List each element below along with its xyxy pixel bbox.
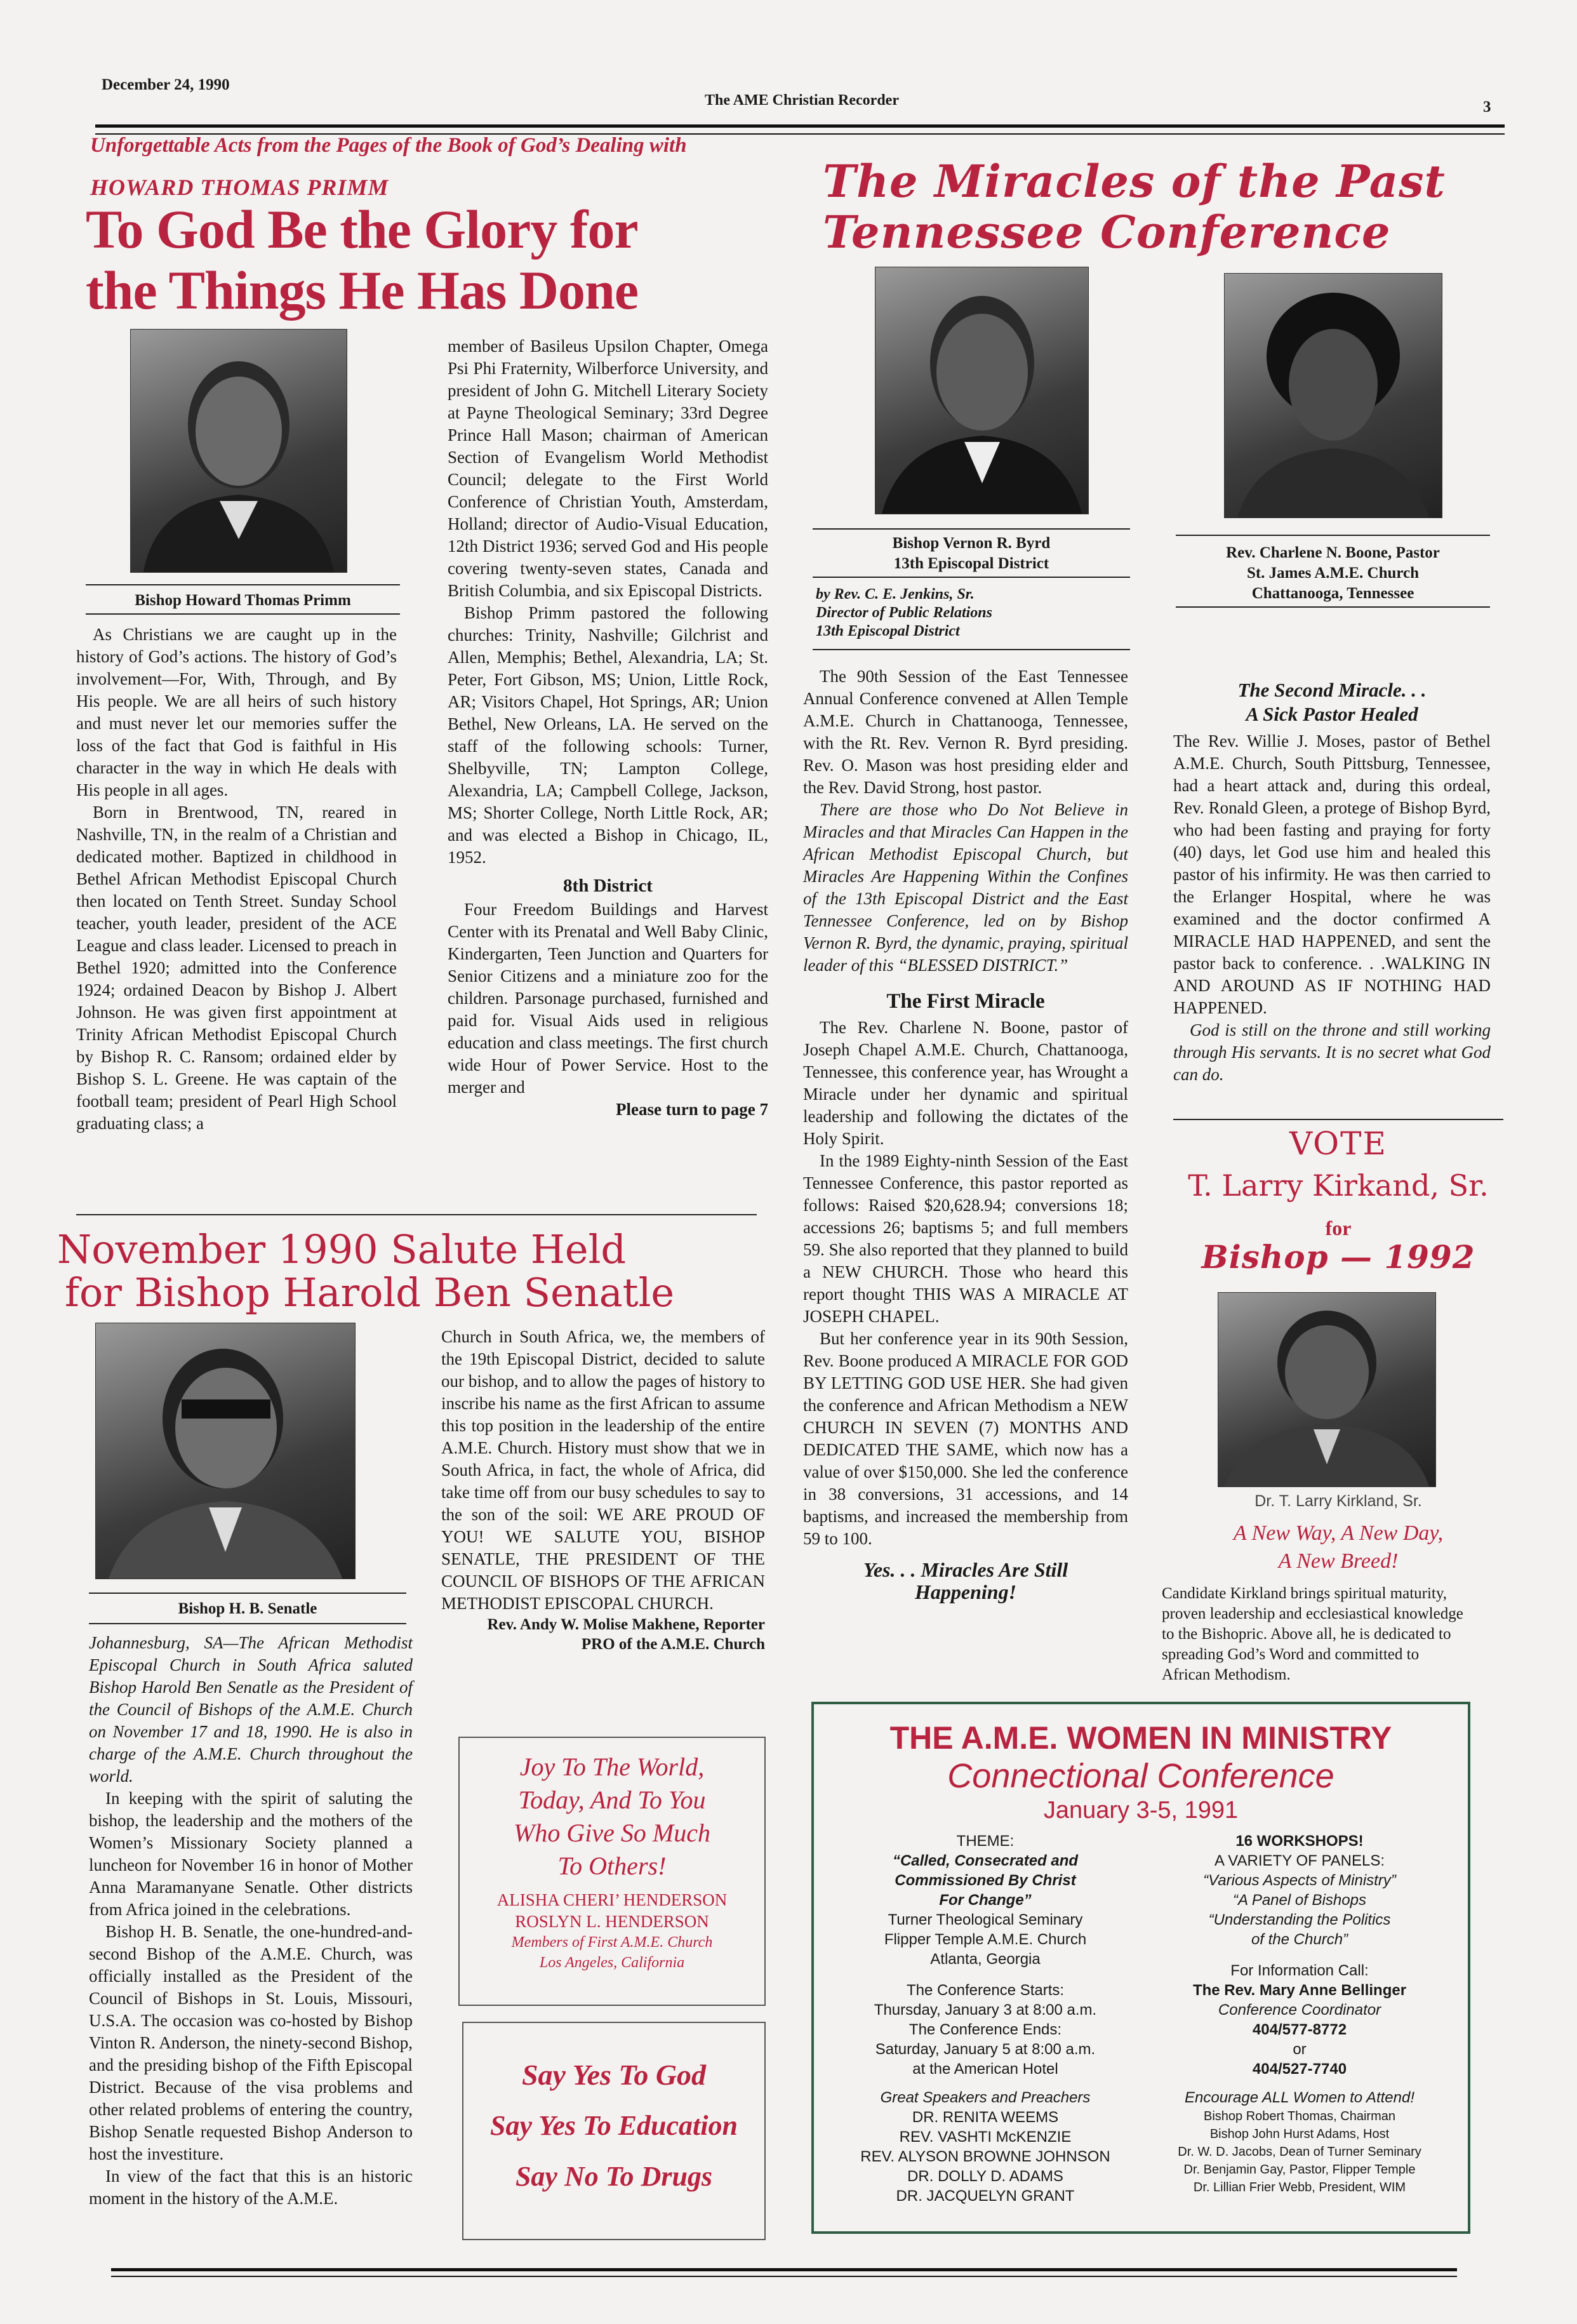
senatle-headline-line-2: for Bishop Harold Ben Senatle [65, 1269, 675, 1316]
portrait-silhouette-icon [1225, 274, 1442, 518]
byrd-caption-line-2: 13th Episcopal District [893, 555, 1049, 572]
say-yes-education: Say Yes To Education [490, 2110, 738, 2141]
panel-2: “A Panel of Bishops [1233, 1892, 1366, 1909]
senatle-paragraph-4: In view of the fact that this is an historic moment in the history of the A.M.E. [89, 2167, 413, 2208]
women-right-column [1144, 1831, 1455, 2196]
senatle-caption-rule [89, 1593, 406, 1594]
vote-description: Candidate Kirkland brings spiritual maturity, proven leadership and ecclesiastical knowledge to the Bishopric. Above all, he is dedicated to spreading God’s Word and committed to African Methodism. [1162, 1585, 1463, 1683]
primm-caption: Bishop Howard Thomas Primm [135, 592, 351, 609]
senatle-paragraph-5: Church in South Africa, we, the members of the 19th Episcopal District, decided to salute our bishop, and to allow the pages of history to inscribe his name as the first African to assume this top position in the leadership of the entire A.M.E. Church. History must show that we in South Africa, in fact, the whole of Africa, did take time off from our busy schedules to say to the son of the soil: WE ARE PROUD OF YOU! WE SALUTE YOU, BISHOP SENATLE, THE PRESIDENT OF THE COUNCIL OF BISHOPS OF THE AFRICAN METHODIST EPISCOPAL CHURCH. [441, 1327, 765, 1613]
byline-author: by Rev. C. E. Jenkins, Sr. [816, 586, 975, 603]
panels-label: A VARIETY OF PANELS: [1214, 1852, 1385, 1869]
issue-date: December 24, 1990 [102, 76, 230, 93]
primm-paragraph-3: member of Basileus Upsilon Chapter, Omega Psi Phi Fraternity, Wilberforce University, and president of John G. Mitchell Literary Society at Payne Theological Seminary; 33rd Degree Prince Hall Mason; chairman of American Section of Evangelism World Methodist Council; delegate to the First World Conference of Christian Youth, Amsterdam, Holland; director of Audio-Visual Education, 12th District 1936; served God and His people covering twenty-seven states, Canada and British Columbia, and six Episcopal Districts. [448, 337, 768, 600]
header-rule [95, 124, 1505, 128]
miracles-paragraph-5: But her conference year in its 90th Session, Rev. Boone produced A MIRACLE FOR GOD BY LETTING GOD USE HER. She had given the conference and African Methodism a NEW CHURCH IN SEVEN (7) MONTHS AND DEDICATED THE SAME, which now has a value of over $150,000. She led the conference in 38 conversions, 31 accessions, and 14 baptisms, and increased the membership from 59 to 100. [803, 1329, 1128, 1548]
speaker-3: REV. ALYSON BROWNE JOHNSON [860, 2148, 1110, 2165]
boone-caption-rule-bottom [1176, 606, 1490, 608]
speaker-1: DR. RENITA WEEMS [912, 2109, 1059, 2126]
miracles-closing-line-1: Yes. . . Miracles Are Still [863, 1558, 1068, 1581]
primm-paragraph-1: As Christians we are caught up in the history of God’s actions. The history of God’s involvement—For, With, Through, and By His people. We are all heirs of such history and must never let our memories suffer the loss of the fact that God is faithful in His character in the way in which He deals with His people in all ages. [76, 625, 397, 799]
page-number: 3 [1483, 98, 1491, 116]
primm-continued-link[interactable]: Please turn to page 7 [616, 1100, 768, 1119]
senatle-headline-line-1: November 1990 Salute Held [57, 1226, 627, 1272]
officer-2: Bishop John Hurst Adams, Host [1209, 2127, 1390, 2141]
joy-sub-2: Los Angeles, California [539, 1954, 685, 1971]
footer-rule-thin [111, 2276, 1457, 2277]
miracles-paragraph-7: God is still on the throne and still working through His servants. It is no secret what God can do. [1173, 1020, 1491, 1084]
primm-paragraph-2: Born in Brentwood, TN, reared in Nashville, TN, in the realm of a Christian and dedicated mother. Baptized in childhood in Bethel African Methodist Episcopal Church then located on Tenth Street. Sunday School teacher, youth leader, president of the ACE League and class leader. Licensed to preach in Bethel 1920; admitted into the Conference 1924; ordained Deacon by Bishop J. Albert Johnson. He was given first appointment at Trinity African Methodist Episcopal Church by Bishop R. C. Ransom; ordained elder by Bishop S. L. Greene. He was captain of the football team; president of Pearl High School graduating class; a [76, 803, 397, 1133]
byline-district: 13th Episcopal District [816, 623, 960, 639]
joy-line-1: Joy To The World, [519, 1753, 705, 1781]
senatle-reporter-1: Rev. Andy W. Molise Makhene, Reporter [487, 1616, 765, 1633]
ends-location: at the American Hotel [912, 2060, 1058, 2078]
primm-caption-rule [86, 584, 400, 585]
speaker-2: REV. VASHTI McKENZIE [899, 2128, 1072, 2146]
second-miracle-subhead-2: A Sick Pastor Healed [1246, 703, 1418, 725]
boone-caption-line-1: Rev. Charlene N. Boone, Pastor [1226, 544, 1440, 561]
boone-photo [1224, 273, 1442, 518]
theme-line-1: “Called, Consecrated and [892, 1852, 1079, 1869]
kirkland-caption: Dr. T. Larry Kirkland, Sr. [1254, 1492, 1422, 1510]
joy-name-1: ALISHA CHERI’ HENDERSON [496, 1890, 728, 1909]
miracles-paragraph-1: The 90th Session of the East Tennessee Annual Conference convened at Allen Temple A.M.E. Church in Chattanooga, Tennessee, with the Rt. Rev. Vernon R. Byrd presiding. Rev. O. Mason was host presiding elder and the Rev. David Strong, host pastor. [803, 667, 1128, 797]
vote-top-rule [1173, 1119, 1503, 1120]
primm-headline-line-2: the Things He Has Done [86, 260, 638, 321]
senatle-column-1 [89, 1632, 413, 2210]
women-left-column [827, 1831, 1144, 2206]
joy-sub-1: Members of First A.M.E. Church [511, 1934, 713, 1951]
byrd-photo [875, 267, 1089, 514]
section-divider [76, 1214, 757, 1215]
officer-3: Dr. W. D. Jacobs, Dean of Turner Seminary [1178, 2145, 1421, 2159]
senatle-paragraph-2: In keeping with the spirit of saluting the bishop, the leadership and the mothers of the Women’s Missionary Society planned a luncheon for November 16 in honor of Mother Anna Maramanyane Senatle. Other districts from Africa joined in the celebrations. [89, 1789, 413, 1919]
venue-line-3: Atlanta, Georgia [930, 1951, 1041, 1968]
primm-column-1 [76, 624, 397, 1135]
theme-line-2: Commissioned By Christ [895, 1872, 1076, 1889]
miracles-headline-line-2: Tennessee Conference [823, 206, 1391, 258]
boone-caption-rule [1176, 535, 1490, 536]
theme-label: THEME: [956, 1833, 1015, 1850]
panel-4: of the Church” [1251, 1931, 1348, 1948]
vote-for: for [1325, 1217, 1352, 1239]
miracles-paragraph-2: There are those who Do Not Believe in Miracles and that Miracles Can Happen in the African Methodist Episcopal Church, but Miracles Are Happening Within the Confines of the 13th Episcopal District and the East Tennessee Conference, led on by Bishop Vernon R. Byrd, the dynamic, praying, spiritual leader of this “BLESSED DISTRICT.” [803, 800, 1128, 975]
miracles-closing-line-2: Happening! [914, 1580, 1017, 1603]
theme-line-3: For Change” [939, 1892, 1032, 1909]
vote-candidate: T. Larry Kirkand, Sr. [1188, 1168, 1489, 1203]
boone-caption-line-2: St. James A.M.E. Church [1246, 564, 1420, 582]
starts-value: Thursday, January 3 at 8:00 a.m. [874, 2001, 1097, 2019]
primm-kicker-name: HOWARD THOMAS PRIMM [90, 175, 389, 200]
contact-name: The Rev. Mary Anne Bellinger [1192, 1982, 1407, 1999]
ends-label: The Conference Ends: [908, 2021, 1062, 2038]
byrd-caption-rule-bottom [813, 577, 1130, 578]
miracles-column-2 [1173, 678, 1491, 1086]
vote-slogan-line-1: A New Way, A New Day, [1233, 1521, 1444, 1545]
senatle-paragraph-1: Johannesburg, SA—The African Methodist Episcopal Church in South Africa saluted Bishop Harold Ben Senatle as the President of the Council of Bishops of the A.M.E. Church on November 17 and 18, 1990. He is also in charge of the A.M.E. Church throughout the world. [89, 1633, 413, 1786]
boone-caption-line-3: Chattanooga, Tennessee [1251, 585, 1414, 602]
miracles-paragraph-4: In the 1989 Eighty-ninth Session of the East Tennessee Conference, this pastor reported as follows: Raised $20,628.94; conversions 18; accessions 26; baptisms 5; and full members 59. She also reported that they planned to build a NEW CHURCH. Those who heard this report thought THIS WAS A MIRACLE AT JOSEPH CHAPEL. [803, 1151, 1128, 1326]
contact-phone-1: 404/577-8772 [1252, 2021, 1347, 2038]
first-miracle-subhead: The First Miracle [886, 990, 1045, 1013]
byrd-caption-rule [813, 528, 1130, 530]
contact-phone-2: 404/527-7740 [1252, 2060, 1347, 2078]
speaker-4: DR. DOLLY D. ADAMS [907, 2168, 1063, 2185]
primm-caption-rule-bottom [86, 613, 400, 615]
officer-1: Bishop Robert Thomas, Chairman [1204, 2109, 1395, 2123]
women-ministry-box [811, 1702, 1470, 2234]
panel-1: “Various Aspects of Ministry” [1203, 1872, 1396, 1889]
senatle-paragraph-3: Bishop H. B. Senatle, the one-hundred-and-second Bishop of the A.M.E. Church, was officially installed as the President of the Council of Bishops in St. Louis, Missouri, U.S.A. The occasion was co-hosted by Bishop Vinton R. Anderson, the ninety-second Bishop, and the presiding bishop of the Fifth Episcopal District. Because of the visa problems and other related problems of entering the country, Bishop Senatle requested Bishop Anderson to host the investiture. [89, 1922, 413, 2163]
kirkland-photo [1218, 1292, 1436, 1487]
vote-bishop-year: Bishop — 1992 [1201, 1238, 1475, 1276]
byrd-caption-line-1: Bishop Vernon R. Byrd [892, 535, 1051, 552]
primm-paragraph-5: Four Freedom Buildings and Harvest Center with its Prenatal and Well Baby Clinic, Kindergarten, Teen Junction and Quarters for Senior Citizens and a miniature zoo for the children. Parsonage purchased, furnished and paid for. Visual Aids used in religious education and class meetings. The first church wide Hour of Power Service. Host to the merger and [448, 900, 768, 1097]
info-label: For Information Call: [1230, 1962, 1369, 1979]
say-yes-god: Say Yes To God [521, 2059, 707, 2091]
portrait-silhouette-icon [1218, 1293, 1435, 1486]
senatle-column-2 [441, 1326, 765, 1654]
senatle-caption-rule-bottom [89, 1623, 406, 1624]
officer-5: Dr. Lillian Frier Webb, President, WIM [1193, 2180, 1406, 2194]
portrait-silhouette-icon [131, 330, 347, 572]
venue-line-1: Turner Theological Seminary [888, 1911, 1083, 1928]
miracles-column-1 [803, 665, 1128, 1603]
starts-label: The Conference Starts: [906, 1982, 1065, 1999]
officer-4: Dr. Benjamin Gay, Pastor, Flipper Temple [1183, 2163, 1416, 2177]
primm-headline-line-1: To God Be the Glory for [86, 199, 638, 260]
portrait-silhouette-icon [875, 267, 1088, 514]
miracles-paragraph-6: The Rev. Willie J. Moses, pastor of Bethel A.M.E. Church, South Pittsburg, Tennessee, had a heart attack and, during this ordeal, Rev. Ronald Gleen, a protege of Bishop Byrd, who had been fasting and praying for forty (40) days, let God use him and healed this pastor of his infirmity. He was then carried to the Erlanger Hospital, where he was examined and the doctor confirmed A MIRACLE HAD HAPPENED, and sent the pastor back to conference. . .WALKING IN AND AROUND AS IF NOTHING HAD HAPPENED. [1173, 731, 1491, 1017]
primm-subhead: 8th District [563, 876, 653, 896]
second-miracle-subhead-1: The Second Miracle. . . [1237, 679, 1427, 701]
byline-rule [813, 649, 1130, 650]
contact-title: Conference Coordinator [1218, 2001, 1381, 2019]
joy-line-3: Who Give So Much [514, 1819, 710, 1847]
byline-title: Director of Public Relations [816, 604, 992, 621]
speakers-label: Great Speakers and Preachers [880, 2089, 1091, 2106]
joy-name-2: ROSLYN L. HENDERSON [515, 1912, 709, 1931]
venue-line-2: Flipper Temple A.M.E. Church [884, 1931, 1087, 1948]
primm-kicker: Unforgettable Acts from the Pages of the Book of God’s Dealing with [90, 134, 687, 157]
primm-column-2 [448, 335, 768, 1121]
workshops: 16 WORKSHOPS! [1235, 1833, 1364, 1850]
senatle-reporter-2: PRO of the A.M.E. Church [581, 1636, 765, 1653]
vote-word: VOTE [1289, 1125, 1388, 1162]
miracles-byline [816, 585, 1121, 641]
women-dates: January 3-5, 1991 [1043, 1797, 1239, 1824]
say-no-drugs: Say No To Drugs [515, 2161, 713, 2192]
women-title: THE A.M.E. WOMEN IN MINISTRY [889, 1720, 1392, 1756]
women-subtitle: Connectional Conference [947, 1757, 1334, 1795]
contact-or: or [1293, 2041, 1307, 2058]
miracles-paragraph-3: The Rev. Charlene N. Boone, pastor of Joseph Chapel A.M.E. Church, Chattanooga, Tennessee, this conference year, has Wrought a Miracle under her dynamic and spiritual leadership and following the dictates of the Holy Spirit. [803, 1018, 1128, 1148]
miracles-headline-line-1: The Miracles of the Past [823, 155, 1446, 208]
senatle-caption: Bishop H. B. Senatle [178, 1600, 317, 1617]
primm-paragraph-4: Bishop Primm pastored the following churches: Trinity, Nashville; Gilchrist and Allen, Memphis; Bethel, Alexandria, LA; St. Peter, Fort Gibson, MS; Union, Little Rock, AR; Visitors Chapel, Hot Springs, AR; Union Bethel, New Orleans, LA. He served on the staff of the following schools: Turner, Shelbyville, TN; Lampton College, Alexandria, LA; Campbell College, Jackson, MS; Shorter College, North Little Rock, AR; and was elected a Bishop in Chicago, IL, 1952. [448, 603, 768, 867]
footer-rule [111, 2268, 1457, 2271]
joy-line-2: Today, And To You [518, 1786, 706, 1814]
portrait-silhouette-icon [96, 1323, 355, 1579]
encourage-line: Encourage ALL Women to Attend! [1184, 2089, 1414, 2106]
ends-value: Saturday, January 5 at 8:00 a.m. [875, 2041, 1096, 2058]
speaker-5: DR. JACQUELYN GRANT [896, 2187, 1075, 2205]
publication-name: The AME Christian Recorder [705, 92, 899, 109]
vote-slogan-line-2: A New Breed! [1278, 1549, 1399, 1573]
senatle-photo [95, 1323, 356, 1579]
say-yes-box [462, 2022, 766, 2240]
panel-3: “Understanding the Politics [1208, 1911, 1391, 1928]
primm-photo [130, 329, 347, 573]
joy-line-4: To Others! [557, 1852, 667, 1880]
joy-box [458, 1737, 766, 2006]
